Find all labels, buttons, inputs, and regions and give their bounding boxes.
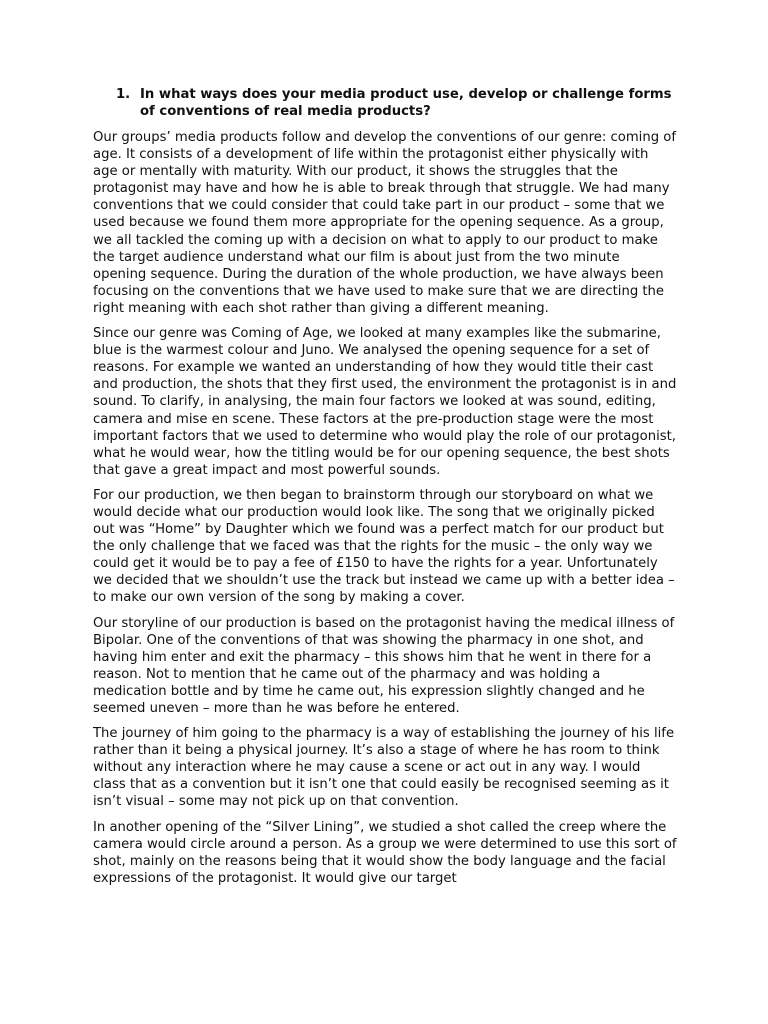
paragraph-1: Our groups’ media products follow and develop the conventions of our genre: coming of age. It consists of a development of life within the protagonist either physically with age or mentally with maturity. With our product, it shows the struggles that the protagonist may have and how he is able to break through that struggle. We had many conventions that we could consider that could take part in our product – some that we used because we found them more appropriate for the opening sequence. As a group, we all tackled the coming up with a decision on what to apply to our product to make the target audience understand what our film is about just from the two minute opening sequence. During the duration of the whole production, we have always been focusing on the conventions that we have used to make sure that we are directing the right meaning with each shot rather than giving a different meaning. — [93, 130, 676, 316]
paragraph-4: Our storyline of our production is based on the protagonist having the medical illness of Bipolar. One of the conventions of that was showing the pharmacy in one shot, and having him enter and exit the pharmacy – this shows him that he went in there for a reason. Not to mention that he came out of the pharmacy and was holding a medication bottle and by time he came out, his expression slightly changed and he seemed uneven – more than he was before he entered. — [93, 615, 675, 716]
question-number: 1. — [116, 87, 131, 102]
document-body — [93, 129, 677, 895]
question-heading — [116, 86, 676, 120]
paragraph-2: Since our genre was Coming of Age, we looked at many examples like the submarine, blue is the warmest colour and Juno. We analysed the opening sequence for a set of reasons. For example we wanted an understanding of how they would title their cast and production, the shots that they first used, the environment the protagonist is in and sound. To clarify, in analysing, the main four factors we looked at was sound, editing, camera and mise en scene. These factors at the pre-production stage were the most important factors that we used to determine who would play the role of our protagonist, what he would wear, how the titling would be for our opening sequence, the best shots that gave a great impact and most powerful sounds. — [93, 326, 677, 478]
paragraph-6: In another opening of the “Silver Lining”, we studied a shot called the creep where the camera would circle around a person. As a group we were determined to use this sort of shot, mainly on the reasons being that it would show the body language and the facial expressions of the protagonist. It would give our target — [93, 819, 677, 886]
paragraph-5: The journey of him going to the pharmacy is a way of establishing the journey of his life rather than it being a physical journey. It’s also a stage of where he has room to think without any interaction where he may cause a scene or act out in any way. I would class that as a convention but it isn’t one that could easily be recognised seeming as it isn’t visual – some may not pick up on that convention. — [93, 726, 675, 810]
paragraph-3: For our production, we then began to brainstorm through our storyboard on what we would decide what our production would look like. The song that we originally picked out was “Home” by Daughter which we found was a perfect match for our product but the only challenge that we faced was that the rights for the music – the only way we could get it would be to pay a fee of £150 to have the rights for a year. Unfortunately we decided that we shouldn’t use the track but instead we came up with a better idea – to make our own version of the song by making a cover. — [93, 487, 675, 606]
question-text: In what ways does your media product use, develop or challenge forms of conventions of real media products? — [140, 87, 672, 119]
